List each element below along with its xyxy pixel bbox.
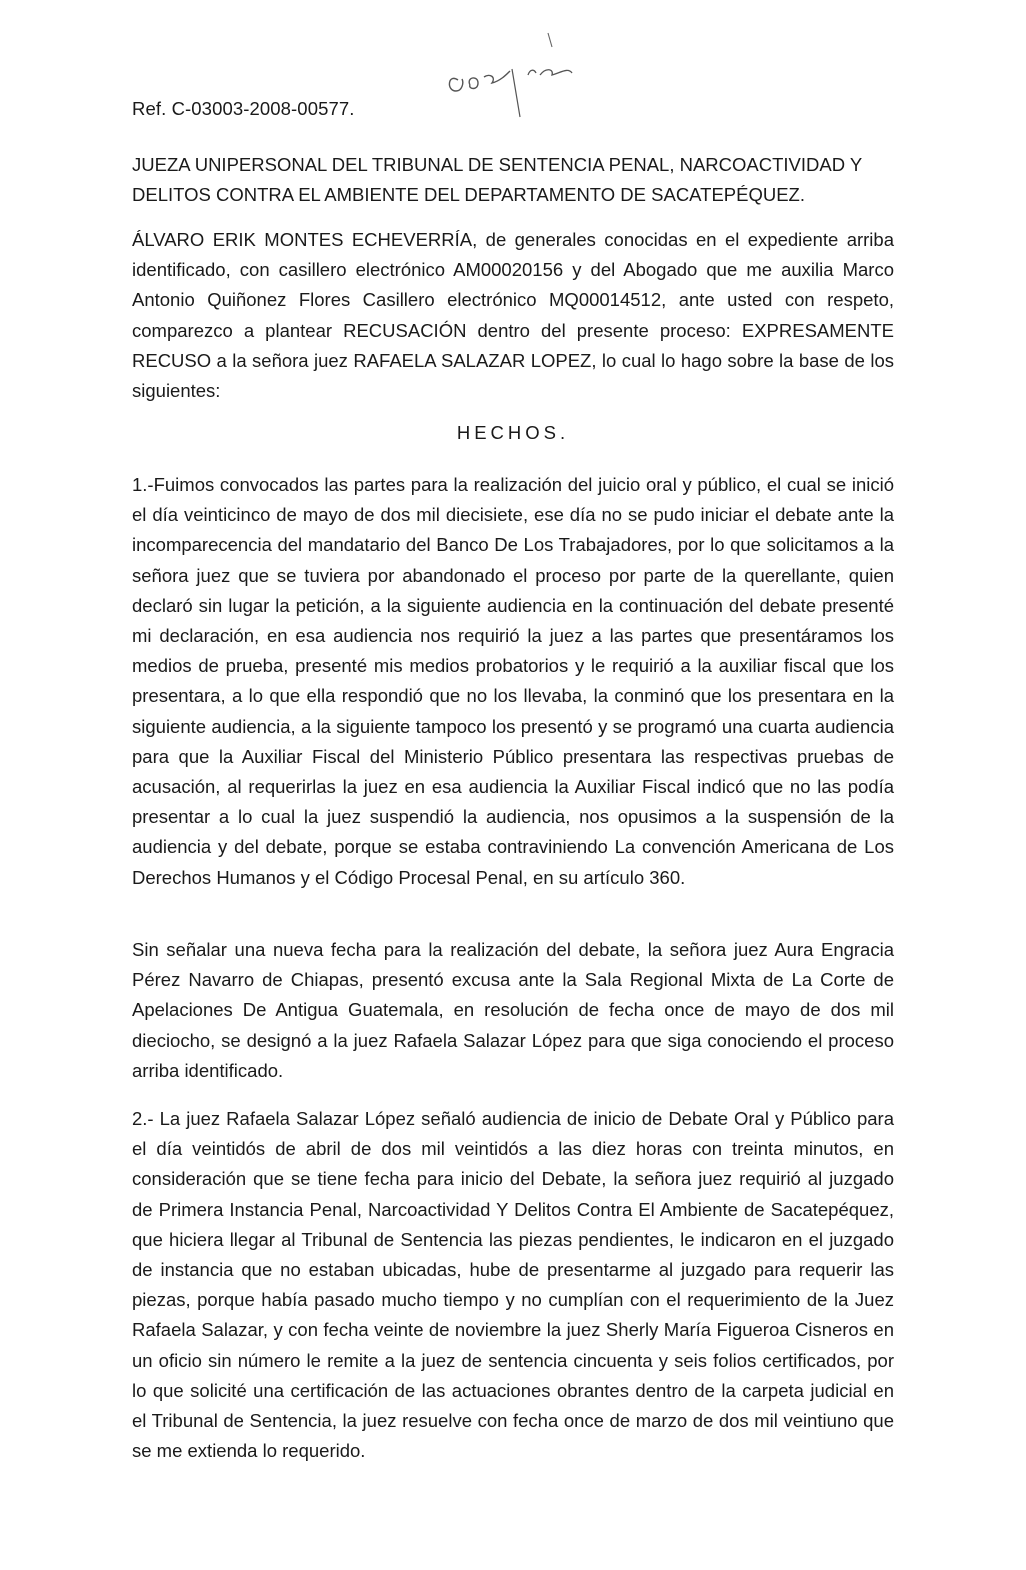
addressee-court: JUEZA UNIPERSONAL DEL TRIBUNAL DE SENTENCIA PENAL, NARCOACTIVIDAD Y DELITOS CONTRA EL AMBIENTE DEL DEPARTAMENTO DE SACATEPÉQUEZ. — [132, 154, 862, 205]
fact-paragraph-continuation: Sin señalar una nueva fecha para la realización del debate, la señora juez Aura Engracia Pérez Navarro de Chiapas, presentó excusa ante la Sala Regional Mixta de La Corte de Apelaciones De Antigua Guatemala, en resolución de fecha once de mayo de dos mil dieciocho, se designó a la juez Rafaela Salazar López para que siga conociendo el proceso arriba identificado. — [132, 939, 894, 1081]
fact-paragraph-2: 2.- La juez Rafaela Salazar López señaló audiencia de inicio de Debate Oral y Público para el día veintidós de abril de dos mil veintidós a las diez horas con treinta minutos, en consideración que se tiene fecha para inicio del Debate, la señora juez requirió al juzgado de Primera Instancia Penal, Narcoactividad Y Delitos Contra El Ambiente de Sacatepéquez, que hiciera llegar al Tribunal de Sentencia las piezas pendientes, le indicaron en el juzgado de instancia que no estaban ubicadas, hube de presentarme al juzgado para requerir las piezas, porque había pasado mucho tiempo y no cumplían con el requerimiento de la Juez Rafaela Salazar, y con fecha veinte de noviembre la juez Sherly María Figueroa Cisneros en un oficio sin número le remite a la juez de sentencia cincuenta y seis folios certificados, por lo que solicité una certificación de las actuaciones obrantes dentro de la carpeta judicial en el Tribunal de Sentencia, la juez resuelve con fecha once de marzo de dos mil veintiuno que se me extienda lo requerido. — [132, 1108, 894, 1462]
section-heading-hechos: HECHOS. — [456, 422, 570, 443]
fact-paragraph-1: 1.-Fuimos convocados las partes para la realización del juicio oral y público, el cual se inició el día veinticinco de mayo de dos mil diecisiete, ese día no se pudo iniciar el debate ante la incomparecencia del mandatario del Banco De Los Trabajadores, por lo que solicitamos a la señora juez que se tuviera por abandonado el proceso por parte de la querellante, quien declaró sin lugar la petición, a la siguiente audiencia en la continuación del debate presenté mi declaración, en esa audiencia nos requirió la juez a las partes que presentáramos los medios de prueba, presenté mis medios probatorios y le requirió a la auxiliar fiscal que los presentara, a lo que ella respondió que no los llevaba, la conminó que los presentara en la siguiente audiencia, a la siguiente tampoco los presentó y se programó una cuarta audiencia para que la Auxiliar Fiscal del Ministerio Público presentara las respectivas pruebas de acusación, al requerirlas la juez en esa audiencia la Auxiliar Fiscal indicó que no las podía presentar a lo cual la juez suspendió la audiencia, nos opusimos a la suspensión de la audiencia y del debate, porque se estaba contraviniendo La convención Americana de Los Derechos Humanos y el Código Procesal Penal, en su artículo 360. — [132, 474, 894, 888]
case-reference: Ref. C-03003-2008-00577. — [132, 98, 355, 119]
intro-paragraph: ÁLVARO ERIK MONTES ECHEVERRÍA, de generales conocidas en el expediente arriba identificado, con casillero electrónico AM00020156 y del Abogado que me auxilia Marco Antonio Quiñonez Flores Casillero electrónico MQ00014512, ante usted con respeto, comparezco a plantear RECUSACIÓN dentro del presente proceso: EXPRESAMENTE RECUSO a la señora juez RAFAELA SALAZAR LOPEZ, lo cual lo hago sobre la base de los siguientes: — [132, 229, 894, 402]
handwritten-copia-annotation — [430, 25, 600, 125]
